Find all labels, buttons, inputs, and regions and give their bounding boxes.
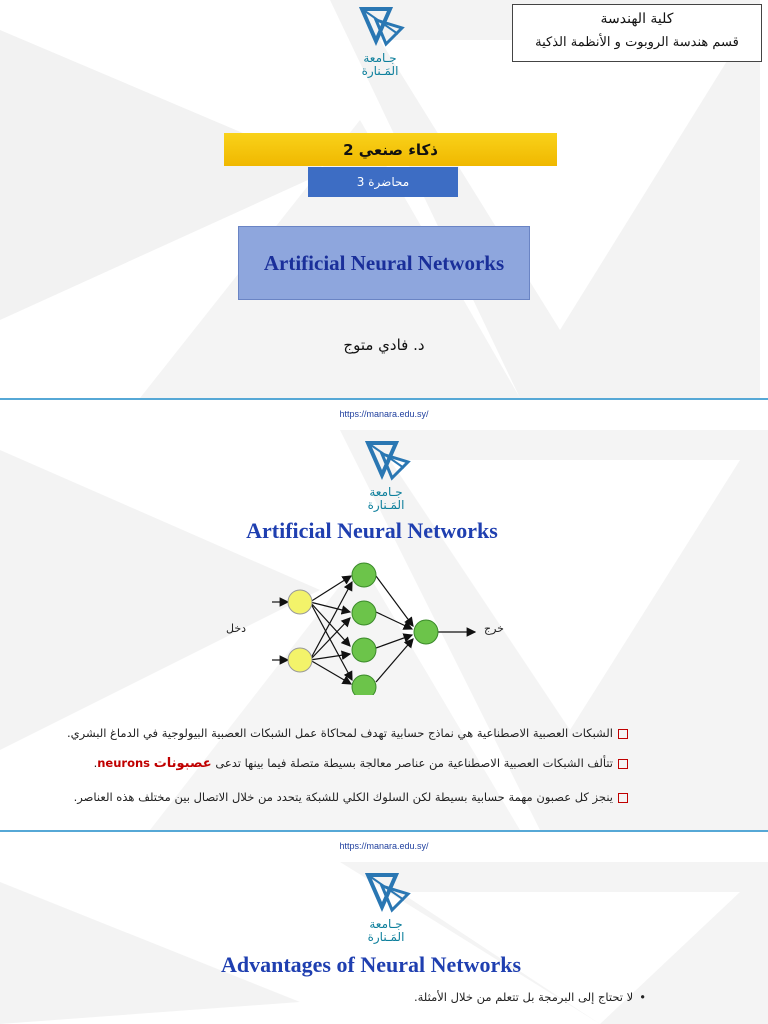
topic-title: Artificial Neural Networks bbox=[263, 250, 505, 275]
slide-advantages bbox=[0, 862, 768, 1024]
manara-university-logo-icon bbox=[358, 872, 414, 914]
faculty-name: كلية الهندسة bbox=[600, 11, 674, 27]
lecture-bar bbox=[308, 167, 458, 197]
logo-text-line2: المَـنارة bbox=[367, 498, 405, 512]
topic-box bbox=[238, 226, 530, 300]
manara-university-logo-icon bbox=[352, 6, 408, 48]
input-neuron-2 bbox=[288, 648, 312, 672]
faculty-box bbox=[512, 4, 762, 62]
highlight-term-ar: عصبونات bbox=[153, 756, 212, 771]
hidden-neuron-4 bbox=[352, 675, 376, 695]
manara-university-logo-icon bbox=[358, 440, 414, 482]
logo-text-line2: المَـنارة bbox=[367, 930, 405, 944]
lecture-label: محاضرة 3 bbox=[356, 175, 410, 189]
bullet-item: تتألف الشبكات العصبية الاصطناعية من عناصر معالجة بسيطة متصلة فيما بينها تدعى عصبونات neurons. bbox=[94, 756, 628, 771]
checkbox-square-icon bbox=[618, 759, 628, 769]
output-neuron bbox=[414, 620, 438, 644]
university-logo bbox=[358, 440, 414, 520]
logo-text-line2: المَـنارة bbox=[361, 64, 399, 78]
hidden-neuron-3 bbox=[352, 638, 376, 662]
bullet-dot-icon: • bbox=[639, 990, 646, 1004]
slide-title: Artificial Neural Networks bbox=[246, 518, 498, 543]
output-label: خرج bbox=[484, 622, 504, 635]
bullet-item: •لا تحتاج إلى البرمجة بل تتعلم من خلال الأمثلة. bbox=[413, 990, 646, 1004]
bullet-item: الشبكات العصبية الاصطناعية هي نماذج حسابية تهدف لمحاكاة عمل الشبكات العصبية البيولوجية في الدماغ البشري. bbox=[67, 726, 628, 740]
department-name: قسم هندسة الروبوت و الأنظمة الذكية bbox=[535, 35, 739, 50]
university-logo bbox=[352, 6, 408, 86]
slide-title bbox=[0, 0, 768, 398]
footer-url[interactable]: https://manara.edu.sy/ bbox=[339, 409, 429, 419]
input-label: دخل bbox=[226, 622, 247, 635]
logo-text-line1: جـامعة bbox=[369, 917, 403, 931]
slide-title: Advantages of Neural Networks bbox=[220, 952, 522, 977]
lecturer-name: د. فادي متوج bbox=[343, 336, 425, 354]
highlight-term-en: neurons bbox=[97, 756, 151, 770]
logo-text-line1: جـامعة bbox=[369, 485, 403, 499]
hidden-neuron-2 bbox=[352, 601, 376, 625]
checkbox-square-icon bbox=[618, 793, 628, 803]
checkbox-square-icon bbox=[618, 729, 628, 739]
input-neuron-1 bbox=[288, 590, 312, 614]
hidden-neuron-1 bbox=[352, 563, 376, 587]
slide-divider bbox=[0, 398, 768, 400]
course-title: ذكاء صنعي 2 bbox=[343, 140, 438, 159]
footer-url[interactable]: https://manara.edu.sy/ bbox=[339, 841, 429, 851]
slide-ann-intro bbox=[0, 430, 768, 830]
course-title-bar bbox=[224, 133, 557, 166]
logo-text-line1: جـامعة bbox=[363, 51, 397, 65]
university-logo bbox=[358, 872, 414, 952]
slide-divider bbox=[0, 830, 768, 832]
bullet-item: ينجز كل عصبون مهمة حسابية بسيطة لكن السلوك الكلي للشبكة يتحدد من خلال الاتصال بين مختلف هذه العناصر. bbox=[74, 790, 628, 804]
